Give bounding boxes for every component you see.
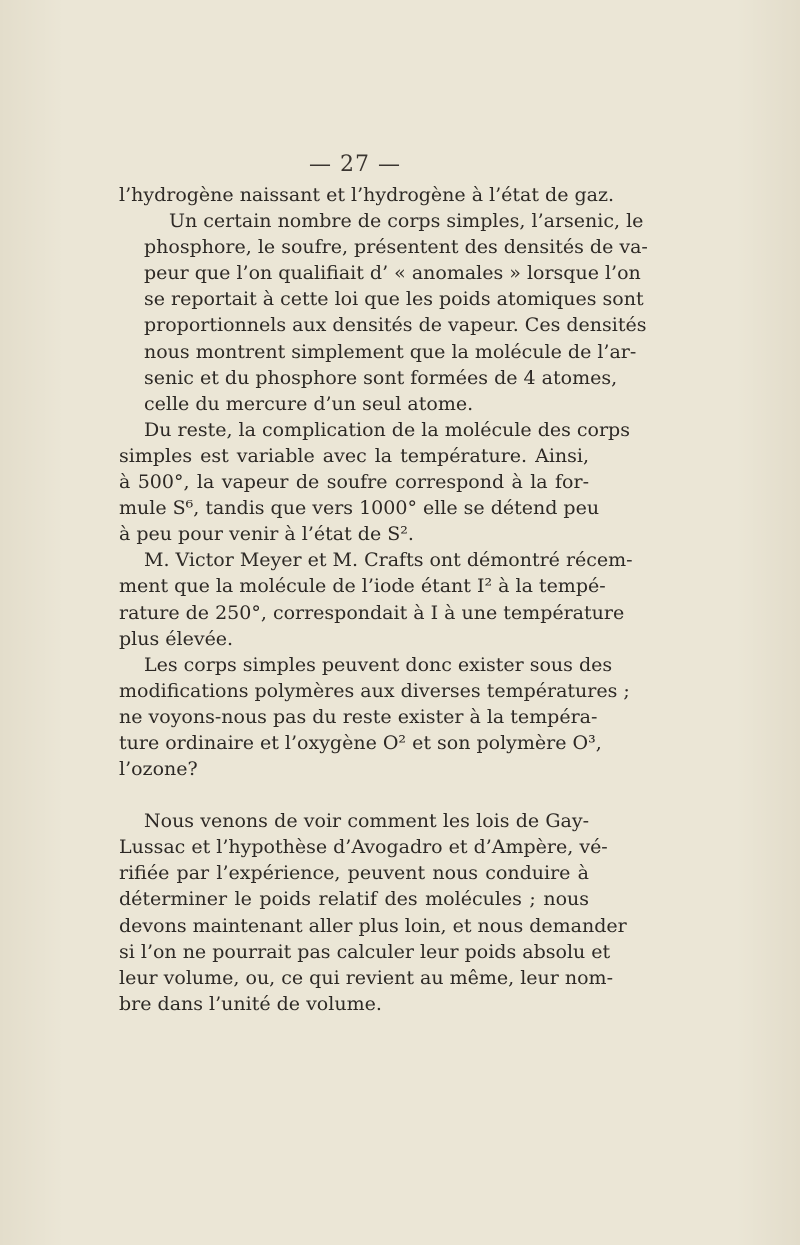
text-line: rifiée par l’expérience, peuvent nous conduire à xyxy=(119,862,589,885)
text-line: nous montrent simplement que la molécule de l’ar- xyxy=(144,340,637,363)
paragraph-3 xyxy=(119,417,630,547)
text-line: Les corps simples peuvent donc exister sous des xyxy=(144,653,613,676)
text-line: à 500°, la vapeur de soufre correspond à la for- xyxy=(119,471,589,494)
paragraph-1 xyxy=(119,182,615,208)
text-line: plus élevée. xyxy=(119,627,234,650)
paragraph-4 xyxy=(119,547,633,651)
text-line: bre dans l’unité de volume. xyxy=(119,992,382,1015)
text-line: devons maintenant aller plus loin, et nous demander xyxy=(119,914,627,937)
text-line: l’hydrogène naissant et l’hydrogène à l’état de gaz. xyxy=(119,184,615,206)
text-line: senic et du phosphore sont formées de 4 atomes, xyxy=(144,366,618,389)
text-line: modifications polymères aux diverses températures ; xyxy=(119,679,630,702)
text-line: simples est variable avec la température. Ainsi, xyxy=(119,444,589,467)
text-line: celle du mercure d’un seul atome. xyxy=(144,392,474,415)
text-line: mule S⁶, tandis que vers 1000° elle se détend peu xyxy=(119,497,600,520)
body-text xyxy=(119,182,648,1017)
paragraph-6 xyxy=(119,808,627,1017)
text-line: Un certain nombre de corps simples, l’arsenic, le xyxy=(169,210,644,233)
text-line: proportionnels aux densités de vapeur. Ces densités xyxy=(144,314,647,337)
text-line: Nous venons de voir comment les lois de Gay- xyxy=(144,810,589,833)
text-line: déterminer le poids relatif des molécules ; nous xyxy=(119,888,589,911)
text-line: M. Victor Meyer et M. Crafts ont démontré récem- xyxy=(144,549,633,572)
text-line: peur que l’on qualifiait d’ « anomales » lorsque l’on xyxy=(144,262,641,285)
text-line: ment que la molécule de l’iode étant I² à la tempé- xyxy=(119,575,606,598)
text-line: leur volume, ou, ce qui revient au même, leur nom- xyxy=(119,966,613,989)
paragraph-gap xyxy=(119,782,589,808)
text-line: Du reste, la complication de la molécule des corps xyxy=(144,418,630,441)
page-number: — 27 — xyxy=(309,152,401,177)
text-line: ne voyons-nous pas du reste exister à la tempéra- xyxy=(119,705,598,728)
paragraph-2 xyxy=(119,208,648,417)
text-line: ture ordinaire et l’oxygène O² et son polymère O³, xyxy=(119,731,602,754)
paragraph-5 xyxy=(119,652,630,782)
text-line: Lussac et l’hypothèse d’Avogadro et d’Ampère, vé- xyxy=(119,836,608,859)
text-line: se reportait à cette loi que les poids atomiques sont xyxy=(144,288,644,311)
text-line: phosphore, le soufre, présentent des densités de va- xyxy=(144,236,648,259)
text-line: rature de 250°, correspondait à I à une température xyxy=(119,601,625,624)
text-line: à peu pour venir à l’état de S². xyxy=(119,523,414,546)
text-line: si l’on ne pourrait pas calculer leur poids absolu et xyxy=(119,940,611,963)
text-line: l’ozone? xyxy=(119,758,198,781)
